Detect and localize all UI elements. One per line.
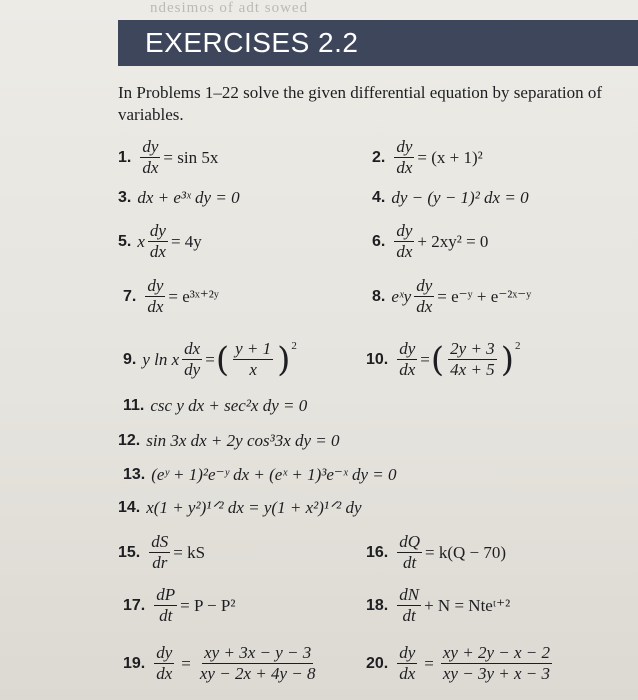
equation: sin 3x dx + 2y cos³3x dy = 0 [146,431,340,450]
equation-lhs: eˣy [391,286,412,306]
rhs-fraction: $\frac{xy + 2y - x - 2}{xy - 3y + x - 3}$ [442,643,550,683]
problem-7 [123,277,219,316]
equation-rhs: + N = Nteᵗ⁺² [424,595,511,615]
highlight-mark: 9. [123,350,137,368]
derivative-fraction: $\frac{dy}{dx}$ [396,221,413,261]
problem-8: 8. eˣy $\frac{dy}{dx}$ = e⁻ʸ + e⁻²ˣ⁻ʸ [372,276,532,316]
problem-16: 16. $\frac{dQ}{dt}$ = k(Q − 70) [366,532,507,572]
rhs-fraction: $\frac{y + 1}{x}$ [235,339,272,379]
derivative-fraction: $\frac{dx}{dy}$ [184,339,201,379]
problem-11 [123,396,307,416]
equation-lhs: y ln x [142,349,180,369]
equals-sign: = [205,349,215,369]
problem-9 [123,340,297,379]
derivative-fraction: $\frac{dy}{dx}$ [147,276,164,316]
left-paren: ( [430,339,445,380]
equation-rhs: = 4y [170,231,202,251]
rhs-fraction: $\frac{2y + 3}{4x + 5}$ [450,339,495,379]
equals-sign: = [424,653,434,673]
highlight-mark: 7. [123,287,137,305]
highlight-mark: 17. [123,596,146,614]
rhs-fraction: $\frac{xy + 3x - y - 3}{xy - 2x + 4y - 8}$ [199,643,316,683]
equation: csc y dx + sec²x dy = 0 [150,396,308,415]
equation: x(1 + y²)¹ᐟ² dx = y(1 + x²)¹ᐟ² dy [146,498,362,517]
problem-5: 5. x $\frac{dy}{dx}$ = 4y [118,221,202,261]
derivative-fraction: $\frac{dy}{dx}$ [399,643,416,683]
equation: (eʸ + 1)²e⁻ʸ dx + (eˣ + 1)³e⁻ˣ dy = 0 [151,465,397,484]
problem-4: 4. dy − (y − 1)² dx = 0 [372,188,529,207]
problem-19 [123,644,321,683]
bleed-through-text: ndesimos of adt sowed [150,0,309,16]
equation-rhs: = (x + 1)² [417,147,483,167]
equals-sign: = [181,653,191,673]
derivative-fraction: $\frac{dy}{dx}$ [396,137,413,177]
problem-17 [123,586,235,625]
left-paren: ( [215,339,230,380]
problem-15: 15. $\frac{dS}{dr}$ = kS [118,532,206,572]
derivative-fraction: $\frac{dQ}{dt}$ [399,532,421,572]
instructions-text: In Problems 1–22 solve the given differential equation by separation of variables. [118,83,603,124]
problem-14: 14. x(1 + y²)¹ᐟ² dx = y(1 + x²)¹ᐟ² dy [118,498,362,517]
derivative-fraction: $\frac{dy}{dx}$ [142,137,159,177]
equation-lhs: x [137,231,145,251]
equation-rhs: = k(Q − 70) [425,542,507,562]
problem-3: 3. dx + e³ˣ dy = 0 [118,188,240,207]
highlight-mark: 13. [123,466,146,483]
equation-rhs: = P − P² [180,595,236,615]
derivative-fraction: $\frac{dy}{dx}$ [156,643,173,683]
problem-20: 20. $\frac{dy}{dx}$ = $\frac{xy + 2y - x - 2}{xy - 3y + x - 3}$ [366,643,550,683]
problem-6: 6. $\frac{dy}{dx}$ + 2xy² = 0 [372,221,489,261]
equals-sign: = [420,349,430,369]
right-paren: ) [500,339,514,380]
equation-rhs: = sin 5x [163,147,219,167]
problem-12: 12. sin 3x dx + 2y cos³3x dy = 0 [118,431,340,450]
equation-rhs: = e⁻ʸ + e⁻²ˣ⁻ʸ [437,286,532,306]
equation-rhs: = e³ˣ⁺²ʸ [168,286,219,306]
problem-1: 1. $\frac{dy}{dx}$ = sin 5x [118,137,219,177]
equation: dy − (y − 1)² dx = 0 [391,188,529,207]
derivative-fraction: $\frac{dP}{dt}$ [156,585,176,625]
derivative-fraction: $\frac{dy}{dx}$ [149,221,166,261]
equation: dx + e³ˣ dy = 0 [137,188,240,207]
problem-18: 18. $\frac{dN}{dt}$ + N = Nteᵗ⁺² [366,585,511,625]
derivative-fraction: $\frac{dy}{dx}$ [416,276,433,316]
highlight-mark: 11. [123,397,145,414]
right-paren: ) [277,339,291,380]
exponent: 2 [291,340,297,352]
section-title: EXERCISES 2.2 [145,27,359,58]
problem-13 [123,465,396,485]
equation-rhs: + 2xy² = 0 [417,231,489,251]
derivative-fraction: $\frac{dN}{dt}$ [399,585,420,625]
exponent: 2 [514,340,521,352]
equation-rhs: = kS [173,542,206,562]
derivative-fraction: $\frac{dS}{dr}$ [151,532,169,572]
highlight-mark: 19. [123,654,146,672]
problem-2: 2. $\frac{dy}{dx}$ = (x + 1)² [372,137,483,177]
problem-10: 10. $\frac{dy}{dx}$ = ( $\frac{2y + 3}{4x + 5}$ ) $^2$ [366,339,521,380]
derivative-fraction: $\frac{dy}{dx}$ [399,339,416,379]
